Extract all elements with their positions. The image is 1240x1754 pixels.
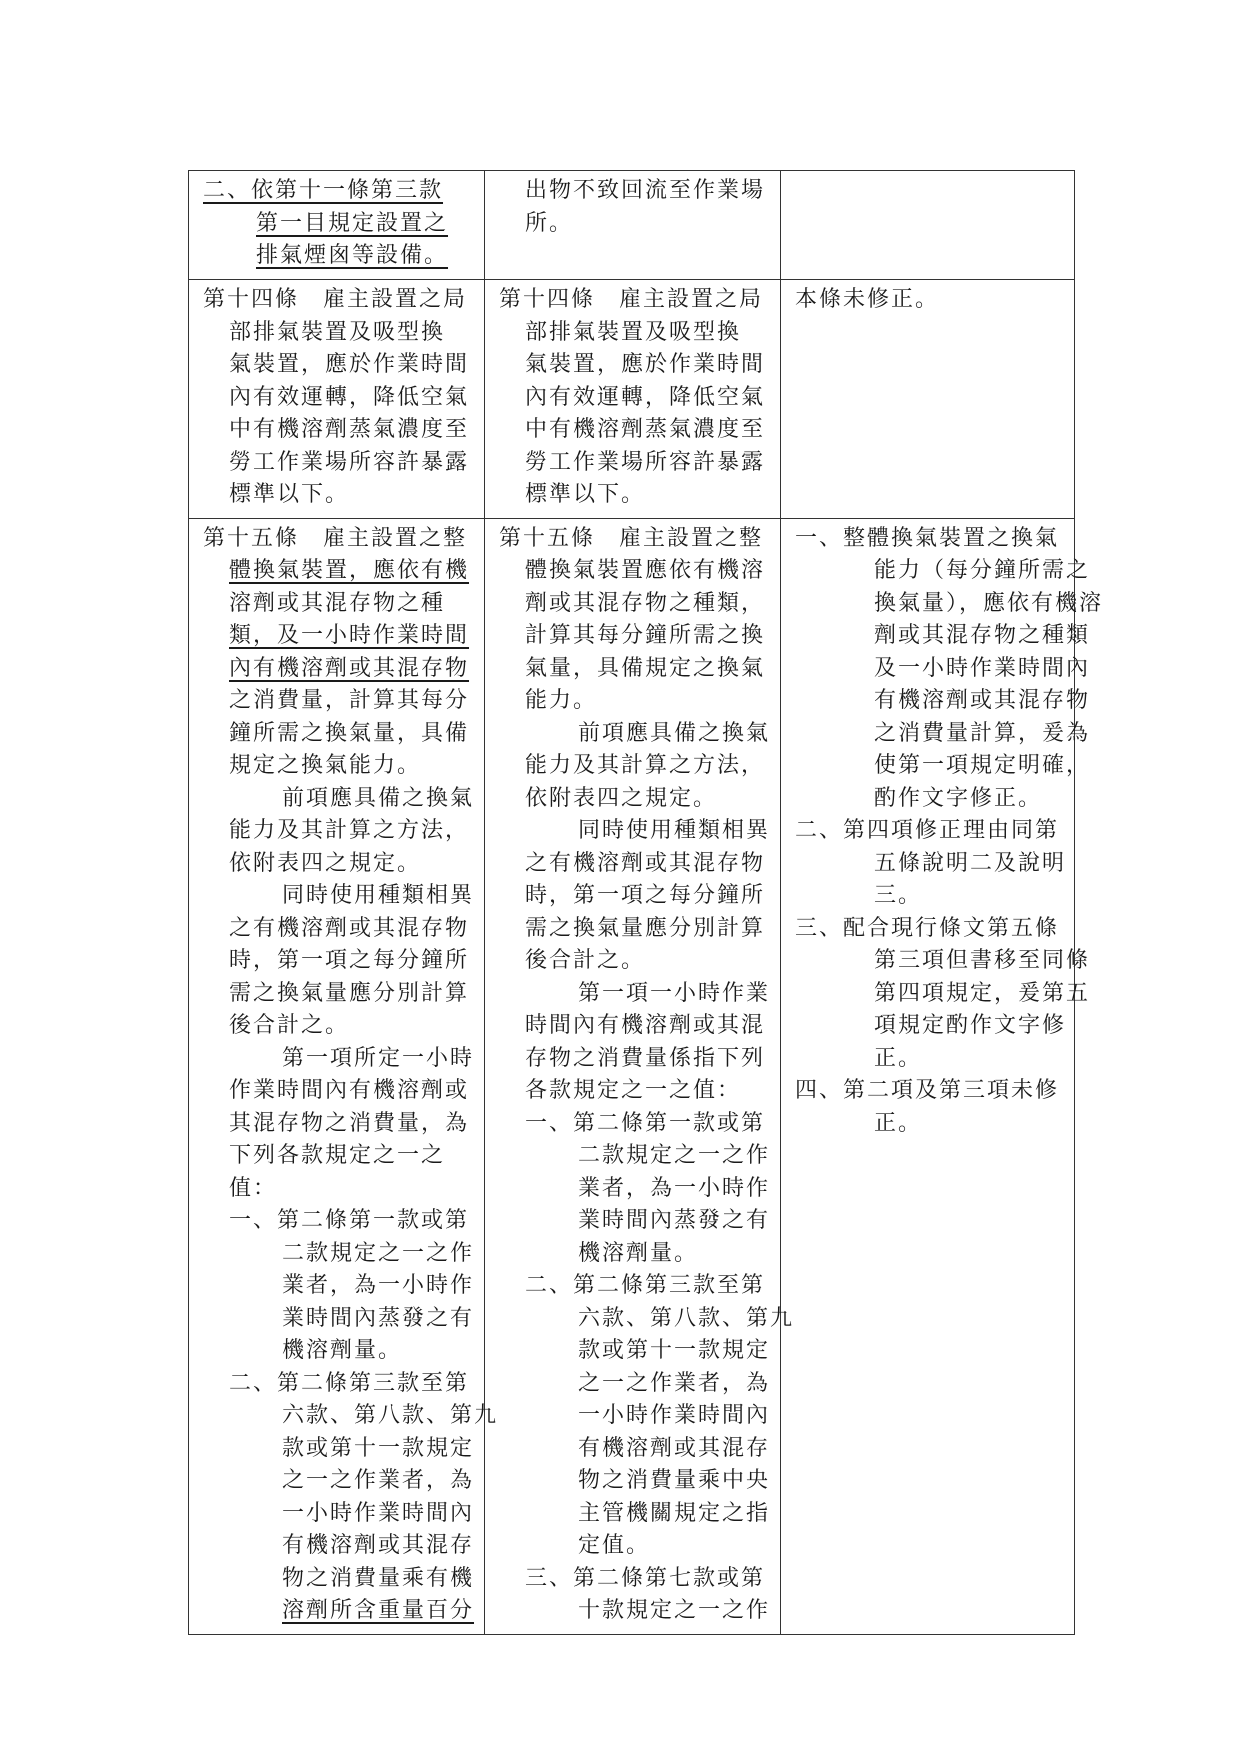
text-line: 能力及其計算之方法，	[525, 753, 766, 778]
text-line: 溶劑或其混存物之種	[229, 590, 446, 616]
text-line: 出物不致回流至作業場	[525, 178, 766, 203]
text-line: 體換氣裝置應依有機溶	[525, 558, 766, 583]
text-line: 氣量，具備規定之換氣	[525, 655, 766, 681]
text-line	[203, 208, 476, 241]
text-line: 存物之消費量係指下列	[525, 1045, 766, 1071]
text-line: 下列各款規定之一之	[229, 1143, 446, 1168]
underlined-text: 類，及一小時作業時間	[229, 623, 470, 648]
explanation-cell	[781, 171, 1075, 280]
underlined-text: 排氣煙囪等設備。	[256, 243, 449, 268]
current-text-cell	[485, 171, 781, 280]
text-line: 有機溶劑或其混存物	[874, 688, 1091, 713]
text-line: 業時間內蒸發之有	[282, 1305, 475, 1331]
explanation-cell	[781, 280, 1075, 519]
text-line: 業者，為一小時作	[578, 1175, 771, 1201]
text-line: 中有機溶劑蒸氣濃度至	[525, 417, 766, 442]
text-line: 內有效運轉，降低空氣	[525, 384, 766, 410]
text-line: 能力（每分鐘所需之	[874, 558, 1091, 583]
text-line: 本條未修正。	[795, 287, 940, 312]
text-line: 六款、第八款、第九	[282, 1403, 499, 1428]
text-line: 劑或其混存物之種類，	[525, 590, 766, 616]
text-line: 之一之作業者，為	[578, 1370, 771, 1396]
text-line: 款或第十一款規定	[282, 1435, 475, 1461]
text-line: 四、第二項及第三項未修	[795, 1078, 1060, 1103]
text-line: 內有效運轉，降低空氣	[229, 384, 470, 410]
text-line: 計算其每分鐘所需之換	[525, 623, 766, 648]
text-line: 五條說明二及說明	[874, 850, 1067, 876]
text-line: 時間內有機溶劑或其混	[525, 1013, 766, 1038]
text-line: 後合計之。	[229, 1013, 350, 1038]
text-line: 勞工作業場所容許暴露	[525, 449, 766, 475]
text-line: 第十五條 雇主設置之整	[203, 525, 468, 551]
text-line	[203, 1595, 476, 1628]
table-row	[189, 280, 1075, 519]
text-line: 款或第十一款規定	[578, 1338, 771, 1363]
text-line: 三、配合現行條文第五條	[795, 915, 1060, 941]
text-line: 依附表四之規定。	[525, 785, 718, 811]
text-line: 氣裝置，應於作業時間	[229, 352, 470, 377]
amended-text-cell	[189, 171, 485, 280]
text-line: 定值。	[578, 1533, 651, 1558]
amended-text-cell	[189, 518, 499, 1634]
underlined-text: 二、依第十一條第三款	[203, 178, 444, 203]
text-line: 一小時作業時間內	[578, 1403, 771, 1428]
text-line: 機溶劑量。	[578, 1240, 699, 1266]
text-line: 項規定酌作文字修	[874, 1013, 1067, 1038]
text-line: 二、第二條第三款至第	[525, 1273, 766, 1298]
text-line: 鐘所需之換氣量，具備	[229, 720, 470, 746]
text-line: 使第一項規定明確，	[874, 753, 1091, 778]
text-line: 業時間內蒸發之有	[578, 1208, 771, 1233]
underlined-text: 體換氣裝置，應依有機	[229, 558, 470, 583]
text-line: 其混存物之消費量，為	[229, 1110, 470, 1136]
text-line: 氣裝置，應於作業時間	[525, 352, 766, 377]
text-line: 二款規定之一之作	[282, 1240, 475, 1266]
text-line: 前項應具備之換氣	[578, 720, 771, 746]
text-line: 作業時間內有機溶劑或	[229, 1078, 470, 1103]
current-text-cell	[485, 280, 781, 519]
text-line: 規定之換氣能力。	[229, 753, 422, 778]
text-line: 物之消費量乘中央	[578, 1468, 771, 1493]
text-line: 勞工作業場所容許暴露	[229, 449, 470, 475]
text-line	[203, 240, 476, 273]
text-line: 之有機溶劑或其混存物	[229, 915, 470, 941]
table-row	[189, 171, 1075, 280]
text-line	[203, 620, 476, 653]
text-line: 前項應具備之換氣	[282, 785, 475, 811]
text-line: 之消費量計算，爰為	[874, 720, 1091, 746]
text-line: 標準以下。	[525, 482, 646, 507]
text-line: 能力及其計算之方法，	[229, 818, 470, 843]
text-line: 需之換氣量應分別計算	[229, 980, 470, 1006]
text-line: 二、第四項修正理由同第	[795, 818, 1060, 843]
text-segment: 之消費量，計算其每分	[229, 688, 470, 713]
text-line: 第一項一小時作業	[578, 980, 771, 1006]
table-row	[189, 518, 1075, 1634]
text-line: 第十四條 雇主設置之局	[203, 287, 468, 312]
text-line	[203, 685, 476, 718]
text-line: 第四項規定，爰第五	[874, 980, 1091, 1006]
current-text-cell	[485, 518, 795, 1634]
text-line: 有機溶劑或其混存	[282, 1533, 475, 1558]
text-line: 同時使用種類相異	[282, 883, 475, 908]
text-line: 同時使用種類相異	[578, 818, 771, 843]
explanation-cell	[781, 518, 1104, 1634]
text-line: 一小時作業時間內	[282, 1500, 475, 1526]
text-line: 換氣量），應依有機溶	[874, 590, 1104, 616]
text-line	[203, 175, 476, 208]
text-line: 之一之作業者，為	[282, 1468, 475, 1493]
underlined-text: 溶劑所含重量百分	[282, 1598, 475, 1623]
text-line: 物之消費量乘有機	[282, 1565, 475, 1591]
underlined-text: 第一目規定設置之	[256, 210, 449, 236]
underlined-text: 內有機溶劑或其混存物	[229, 655, 470, 681]
text-line: 依附表四之規定。	[229, 850, 422, 876]
text-line: 主管機關規定之指	[578, 1500, 771, 1526]
text-line: 正。	[874, 1110, 923, 1136]
text-line: 一、第二條第一款或第	[525, 1110, 766, 1136]
text-line: 六款、第八款、第九	[578, 1305, 795, 1331]
text-line: 酌作文字修正。	[874, 785, 1043, 811]
amended-text-cell	[189, 280, 485, 519]
text-line: 第一項所定一小時	[282, 1045, 475, 1071]
text-line: 二、第二條第三款至第	[229, 1370, 470, 1396]
text-line: 之有機溶劑或其混存物	[525, 850, 766, 876]
text-line: 值：	[229, 1175, 278, 1201]
text-line: 所。	[525, 210, 574, 236]
text-line: 正。	[874, 1045, 923, 1071]
text-line: 中有機溶劑蒸氣濃度至	[229, 417, 470, 442]
text-line: 有機溶劑或其混存	[578, 1435, 771, 1461]
text-line	[203, 653, 476, 686]
text-line: 及一小時作業時間內	[874, 655, 1091, 681]
text-line: 劑或其混存物之種類	[874, 623, 1091, 648]
text-line: 時，第一項之每分鐘所	[229, 948, 470, 973]
text-line: 機溶劑量。	[282, 1338, 403, 1363]
text-line: 部排氣裝置及吸型換	[525, 319, 742, 345]
text-line: 需之換氣量應分別計算	[525, 915, 766, 941]
text-line: 能力。	[525, 688, 598, 713]
text-line: 業者，為一小時作	[282, 1273, 475, 1298]
text-line: 第十四條 雇主設置之局	[499, 287, 764, 312]
text-line: 一、整體換氣裝置之換氣	[795, 525, 1060, 551]
text-line: 三、第二條第七款或第	[525, 1565, 766, 1591]
comparison-table	[188, 170, 1104, 1635]
text-line: 二款規定之一之作	[578, 1143, 771, 1168]
text-line: 一、第二條第一款或第	[229, 1208, 470, 1233]
text-line: 十款規定之一之作	[578, 1598, 771, 1623]
text-line: 三。	[874, 883, 923, 908]
text-line: 各款規定之一之值：	[525, 1078, 742, 1103]
text-line: 第三項但書移至同條	[874, 948, 1091, 973]
text-line: 第十五條 雇主設置之整	[499, 525, 764, 551]
text-line: 部排氣裝置及吸型換	[229, 319, 446, 345]
text-line	[203, 555, 476, 588]
text-line: 標準以下。	[229, 482, 350, 507]
text-line: 後合計之。	[525, 948, 646, 973]
text-line: 時，第一項之每分鐘所	[525, 883, 766, 908]
